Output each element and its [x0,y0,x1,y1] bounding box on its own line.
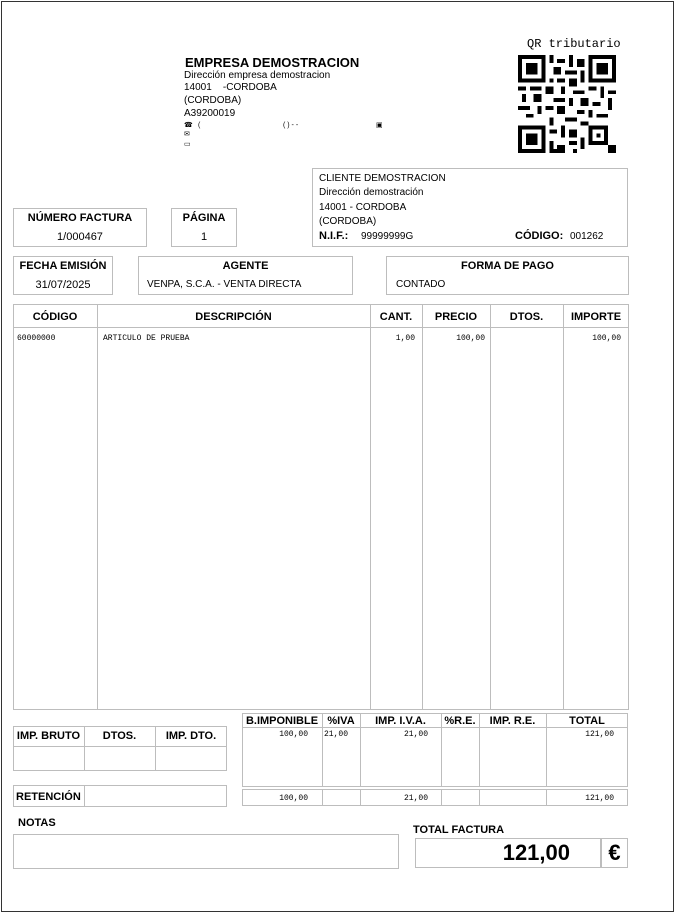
line-amount: 100,00 [592,334,621,343]
tax-vat: 21,00 [403,730,428,739]
gross-header-gross: IMP. BRUTO [16,730,81,742]
agent-label: AGENTE [222,260,269,272]
tax-totals-total: 121,00 [585,794,614,803]
company-address: Dirección empresa demostracion [184,70,331,81]
qr-code-icon [518,55,616,153]
gross-header-discount-amount: IMP. DTO. [165,730,217,742]
client-code-label: CÓDIGO: [515,230,564,242]
notes-box [13,834,399,869]
gross-table-divider [13,746,227,747]
line-price: 100,00 [456,334,485,343]
email-icon: ✉ [184,131,190,138]
client-city: 14001 - CORDOBA [319,202,407,213]
currency-symbol: € [608,840,621,865]
company-city: 14001 -CORDOBA [184,82,277,93]
col-header-discount: DTOS. [509,311,544,323]
client-name: CLIENTE DEMOSTRACION [319,173,446,184]
tax-header-total: TOTAL [569,715,605,727]
client-nif: 99999999G [361,231,414,242]
notes-label: NOTAS [18,817,56,829]
tax-header-base: B.IMPONIBLE [245,715,319,727]
invoice-date: 31/07/2025 [35,279,91,291]
invoice-number-label: NÚMERO FACTURA [27,212,133,224]
col-header-qty: CANT. [379,311,413,323]
line-code: 60000000 [17,334,56,343]
tax-table-header-divider [242,727,628,728]
line-description: ARTICULO DE PRUEBA [103,334,190,343]
company-tax-id: A39200019 [184,108,236,119]
page-label: PÁGINA [182,212,226,224]
payment-value: CONTADO [396,279,446,290]
tax-totals-divider [479,789,480,806]
retention-divider [84,785,85,807]
tax-totals-divider [322,789,323,806]
lines-col-divider [563,304,564,710]
payment-label: FORMA DE PAGO [461,260,554,272]
lines-col-divider [97,304,98,710]
line-qty: 1,00 [395,334,415,343]
date-label: FECHA EMISIÓN [19,260,107,272]
lines-table [13,304,629,710]
tax-header-re-pct: %R.E. [444,715,476,727]
company-name: EMPRESA DEMOSTRACION [185,55,360,70]
tax-vat-pct: 21,00 [324,730,349,739]
total-invoice-label: TOTAL FACTURA [413,824,505,836]
invoice-number: 1/000467 [57,231,103,243]
client-province: (CORDOBA) [319,216,377,227]
lines-col-divider [490,304,491,710]
client-nif-label: N.I.F.: [319,230,349,242]
lines-col-divider [370,304,371,710]
agent-value: VENPA, S.C.A. - VENTA DIRECTA [147,279,302,290]
qr-label: QR tributario [527,37,621,51]
total-invoice-amount: 121,00 [502,840,570,865]
company-fax: ( ) - - [283,122,299,129]
tax-total: 121,00 [585,730,614,739]
tax-totals-vat: 21,00 [403,794,428,803]
printer-icon: ▣ [376,122,383,129]
tax-header-vat-pct: %IVA [327,715,355,727]
company-province: (CORDOBA) [184,95,242,106]
tax-totals-divider [441,789,442,806]
client-code: 001262 [570,231,604,242]
web-icon: ▭ [184,141,191,148]
retention-label: RETENCIÓN [16,791,81,803]
col-header-amount: IMPORTE [570,311,622,323]
gross-header-discount: DTOS. [102,730,137,742]
tax-totals-base: 100,00 [279,794,308,803]
tax-base: 100,00 [279,730,308,739]
page-number: 1 [200,231,208,243]
tax-header-vat: IMP. I.V.A. [375,715,426,727]
company-phone: ( [198,122,201,129]
client-address: Dirección demostración [319,187,424,198]
col-header-code: CÓDIGO [32,311,78,323]
lines-col-divider [422,304,423,710]
lines-table-header-divider [13,327,629,328]
phone-icon: ☎ [184,122,193,129]
col-header-description: DESCRIPCIÓN [195,311,272,323]
tax-header-re: IMP. R.E. [489,715,536,727]
col-header-price: PRECIO [434,311,478,323]
